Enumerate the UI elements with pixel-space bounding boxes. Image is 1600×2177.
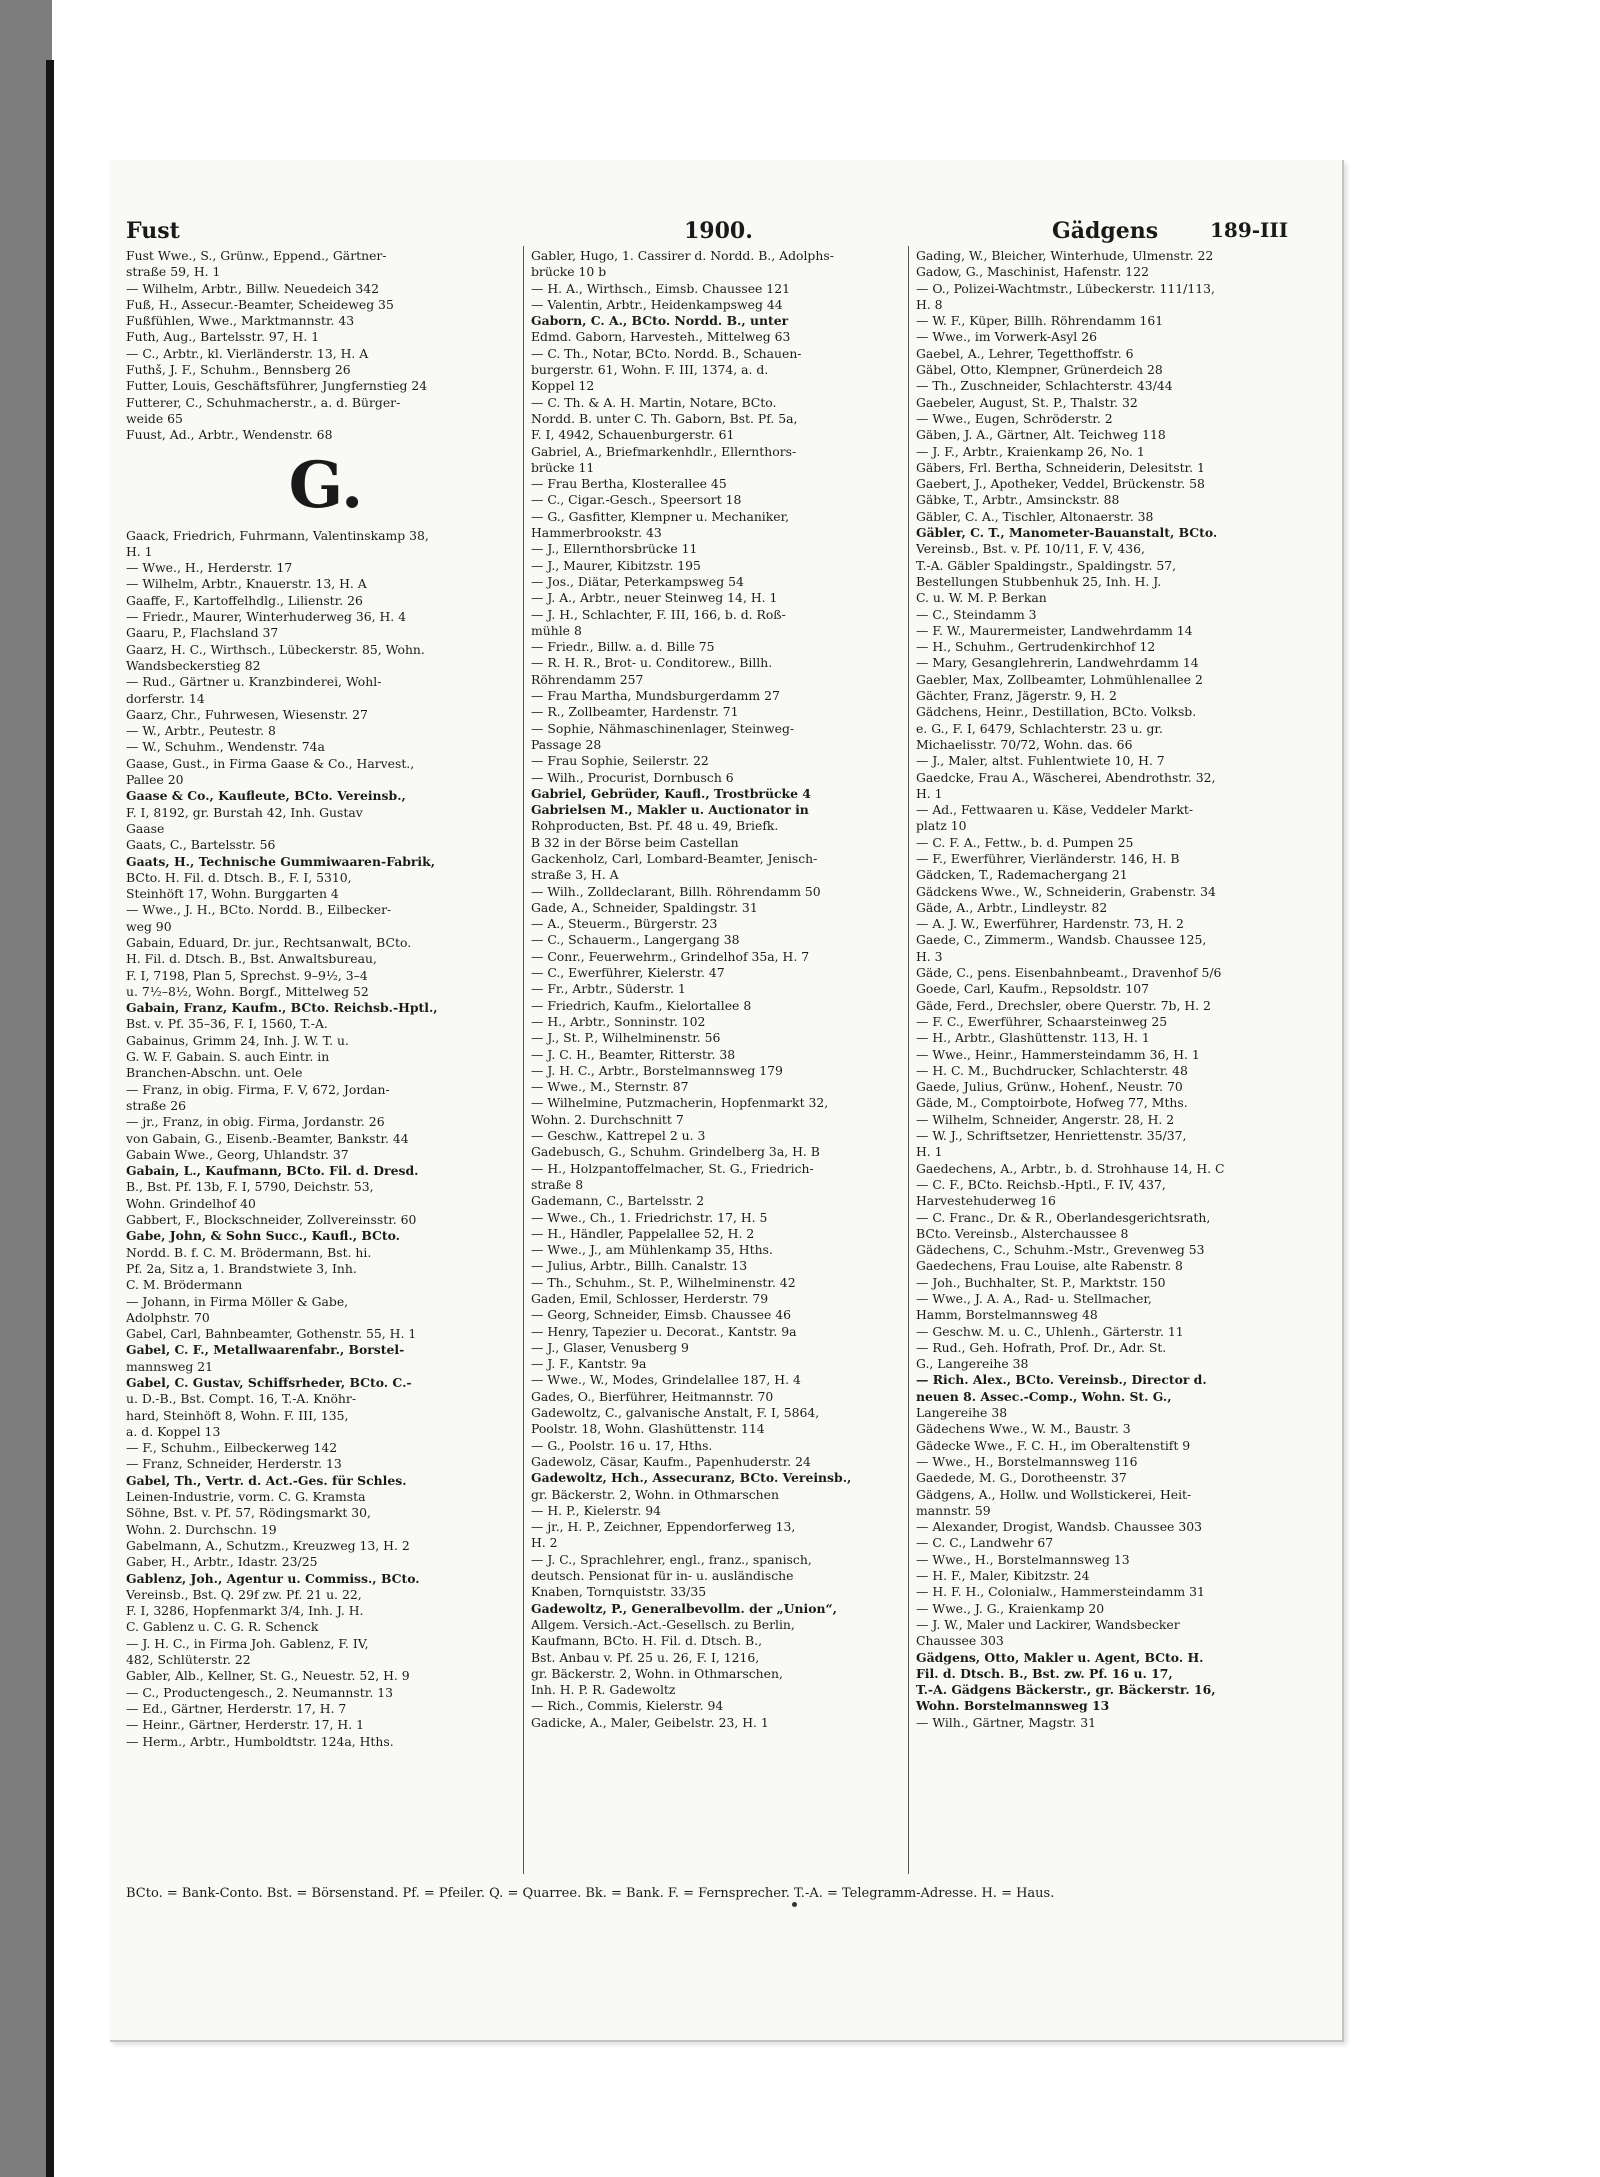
directory-entry-line: — Wwe., J., am Mühlenkamp 35, Hths. [531, 1242, 773, 1258]
directory-entry-line: Gaase & Co., Kaufleute, BCto. Vereinsb., [126, 788, 406, 804]
directory-entry-line: — Friedrich, Kaufm., Kielortallee 8 [531, 997, 752, 1013]
directory-entry-line: Nordd. B. f. C. M. Brödermann, Bst. hi. [126, 1244, 372, 1260]
directory-entry-line: — Wilhelm, Arbtr., Billw. Neuedeich 342 [126, 280, 380, 296]
directory-entry-line: — H. F. H., Colonialw., Hammersteindamm 31 [916, 1584, 1205, 1600]
directory-entry-line: Pf. 2a, Sitz a, 1. Brandstwiete 3, Inh. [126, 1260, 357, 1276]
directory-entry-line: G. W. F. Gabain. S. auch Eintr. in [126, 1049, 330, 1065]
directory-entry-line: Gäbel, Otto, Klempner, Grünerdeich 28 [916, 362, 1163, 378]
directory-entry-line: — Wwe., J. A. A., Rad- u. Stellmacher, [916, 1291, 1152, 1306]
directory-entry-line: — Wwe., H., Borstelmannsweg 13 [916, 1551, 1130, 1567]
directory-entry-line: — H., Arbtr., Glashüttenstr. 113, H. 1 [916, 1030, 1150, 1046]
directory-entry-line: Fust Wwe., S., Grünw., Eppend., Gärtner- [126, 248, 387, 263]
directory-entry-line: Adolphstr. 70 [126, 1309, 210, 1325]
directory-entry-line: — Jos., Diätar, Peterkampsweg 54 [531, 573, 744, 589]
directory-entry-line: Wohn. Grindelhof 40 [126, 1195, 256, 1211]
directory-entry-line: Leinen-Industrie, vorm. C. G. Kramsta [126, 1489, 366, 1505]
directory-entry-line: Allgem. Versich.-Act.-Gesellsch. zu Berlin, [531, 1616, 795, 1632]
directory-entry-line: Michaelisstr. 70/72, Wohn. das. 66 [916, 736, 1133, 752]
directory-entry-line: Gäbke, T., Arbtr., Amsinckstr. 88 [916, 492, 1120, 508]
directory-entry-line: — Rud., Geh. Hofrath, Prof. Dr., Adr. St. [916, 1339, 1167, 1355]
directory-entry-line: e. G., F. I, 6479, Schlachterstr. 23 u. gr. [916, 720, 1163, 736]
directory-entry-line: — C. C., Landwehr 67 [916, 1535, 1054, 1551]
directory-entry-line: Gaebert, J., Apotheker, Veddel, Brückenstr. 58 [916, 476, 1205, 492]
directory-entry-line: — Wwe., M., Sternstr. 87 [531, 1079, 689, 1095]
directory-entry-line: Gädecke Wwe., F. C. H., im Oberaltenstift 9 [916, 1437, 1191, 1453]
directory-entry-line: Gaats, H., Technische Gummiwaaren-Fabrik, [126, 853, 436, 869]
directory-entry-line: — J. H. C., in Firma Joh. Gablenz, F. IV, [126, 1635, 369, 1651]
directory-entry-line: — C. Th., Notar, BCto. Nordd. B., Schauen- [531, 345, 802, 361]
directory-entry-line: Gäbler, C. T., Manometer-Bauanstalt, BCto. [916, 525, 1218, 541]
directory-entry-line: Gabler, Hugo, 1. Cassirer d. Nordd. B., Adolphs- [531, 248, 834, 263]
directory-entry-line: Hamm, Borstelmannsweg 48 [916, 1307, 1098, 1323]
directory-entry-line: — Rich. Alex., BCto. Vereinsb., Director d. [916, 1372, 1207, 1388]
directory-entry-line: mannstr. 59 [916, 1502, 991, 1518]
directory-entry-line: Passage 28 [531, 736, 602, 752]
print-dot [792, 1902, 797, 1907]
directory-entry-line: deutsch. Pensionat für in- u. ausländische [531, 1568, 794, 1584]
directory-entry-line: straße 3, H. A [531, 867, 619, 883]
directory-entry-line: gr. Bäckerstr. 2, Wohn. in Othmarschen [531, 1486, 779, 1502]
column-1-entries-top [126, 248, 518, 444]
directory-entry-line: — H. F., Maler, Kibitzstr. 24 [916, 1568, 1090, 1584]
directory-entry-line: — H., Holzpantoffelmacher, St. G., Friedrich- [531, 1160, 814, 1176]
directory-entry-line: — Wilhelm, Schneider, Angerstr. 28, H. 2 [916, 1111, 1175, 1127]
directory-entry-line: — J. C. H., Beamter, Ritterstr. 38 [531, 1046, 736, 1062]
directory-entry-line: — Alexander, Drogist, Wandsb. Chaussee 303 [916, 1519, 1202, 1535]
section-letter: G. [288, 447, 364, 523]
directory-entry-line: — C. Th. & A. H. Martin, Notare, BCto. [531, 394, 777, 410]
directory-entry-line: — H., Arbtr., Sonninstr. 102 [531, 1013, 706, 1029]
header-right-keyword: Gädgens [1052, 218, 1159, 244]
directory-entry-line: — H. P., Kielerstr. 94 [531, 1502, 661, 1518]
directory-entry-line: BCto. H. Fil. d. Dtsch. B., F. I, 5310, [126, 869, 352, 885]
directory-entry-line: T.-A. Gädgens Bäckerstr., gr. Bäckerstr. 16, [916, 1682, 1216, 1698]
directory-entry-line: — F. W., Maurermeister, Landwehrdamm 14 [916, 622, 1193, 638]
directory-entry-line: burgerstr. 61, Wohn. F. III, 1374, a. d. [531, 362, 769, 378]
directory-entry-line: Inh. H. P. R. Gadewoltz [531, 1682, 676, 1698]
directory-entry-line: Gädechens, C., Schuhm.-Mstr., Grevenweg 53 [916, 1242, 1205, 1258]
directory-entry-line: — Wilhelm, Arbtr., Knauerstr. 13, H. A [126, 576, 367, 592]
directory-entry-line: — J., Maurer, Kibitzstr. 195 [531, 557, 701, 573]
directory-entry-line: — C. Franc., Dr. & R., Oberlandesgerichtsrath, [916, 1209, 1211, 1225]
directory-entry-line: C. M. Brödermann [126, 1277, 243, 1293]
directory-entry-line: C. Gablenz u. C. G. R. Schenck [126, 1619, 319, 1635]
directory-entry-line: Pallee 20 [126, 772, 184, 788]
directory-entry-line: Gädgens, A., Hollw. und Wollstickerei, Heit- [916, 1486, 1192, 1502]
directory-entry-line: — Fr., Arbtr., Süderstr. 1 [531, 981, 686, 997]
directory-entry-line: Gädckens Wwe., W., Schneiderin, Grabenstr. 34 [916, 883, 1216, 899]
directory-entry-line: — W. F., Küper, Billh. Röhrendamm 161 [916, 313, 1164, 329]
directory-entry-line: Gaebeler, August, St. P., Thalstr. 32 [916, 394, 1138, 410]
directory-entry-line: Fußfühlen, Wwe., Marktmannstr. 43 [126, 313, 355, 329]
directory-entry-line: Gaebler, Max, Zollbeamter, Lohmühlenallee 2 [916, 671, 1203, 687]
directory-entry-line: Gabel, C. Gustav, Schiffsrheder, BCto. C.- [126, 1375, 412, 1390]
directory-entry-line: Gaber, H., Arbtr., Idastr. 23/25 [126, 1554, 318, 1570]
header-left-keyword: Fust [126, 218, 180, 244]
directory-entry-line: — F., Ewerführer, Vierländerstr. 146, H. B [916, 850, 1180, 866]
directory-entry-line: — H. A., Wirthsch., Eimsb. Chaussee 121 [531, 280, 790, 296]
directory-entry-line: Gaarz, Chr., Fuhrwesen, Wiesenstr. 27 [126, 706, 368, 722]
directory-entry-line: brücke 10 b [531, 264, 607, 280]
directory-entry-line: Futh, Aug., Bartelsstr. 97, H. 1 [126, 329, 320, 345]
directory-entry-line: — Geschw., Kattrepel 2 u. 3 [531, 1128, 706, 1144]
directory-entry-line: weg 90 [126, 918, 172, 934]
directory-entry-line: — W. J., Schriftsetzer, Henriettenstr. 35/37, [916, 1128, 1187, 1144]
directory-entry-line: — J., Ellernthorsbrücke 11 [531, 541, 698, 557]
directory-entry-line: — J. H., Schlachter, F. III, 166, b. d. Roß- [531, 606, 786, 622]
directory-entry-line: Gabel, C. F., Metallwaarenfabr., Borstel- [126, 1342, 405, 1358]
column-1 [126, 248, 518, 1750]
directory-entry-line: C. u. W. M. P. Berkan [916, 590, 1047, 606]
directory-entry-line: BCto. Vereinsb., Alsterchaussee 8 [916, 1225, 1129, 1241]
directory-entry-line: — C., Cigar.-Gesch., Speersort 18 [531, 492, 742, 508]
book-binding-edge [46, 60, 54, 2177]
directory-entry-line: — J. A., Arbtr., neuer Steinweg 14, H. 1 [531, 590, 778, 606]
directory-entry-line: — Wwe., J. G., Kraienkamp 20 [916, 1600, 1105, 1616]
directory-entry-line: Gaebel, A., Lehrer, Tegetthoffstr. 6 [916, 345, 1134, 361]
directory-entry-line: Fuust, Ad., Arbtr., Wendenstr. 68 [126, 427, 333, 443]
directory-entry-line: Gabain, Eduard, Dr. jur., Rechtsanwalt, BCto. [126, 934, 412, 950]
directory-entry-line: Vereinsb., Bst. v. Pf. 10/11, F. V, 436, [916, 541, 1145, 557]
directory-entry-line: Gaaru, P., Flachsland 37 [126, 625, 279, 641]
directory-entry-line: — C., Arbtr., kl. Vierländerstr. 13, H. A [126, 345, 369, 361]
directory-entry-line: — jr., Franz, in obig. Firma, Jordanstr. 26 [126, 1114, 385, 1130]
directory-entry-line: Wandsbeckerstieg 82 [126, 657, 261, 673]
directory-entry-line: Wohn. 2. Durchschn. 19 [126, 1521, 277, 1537]
directory-entry-line: Gäde, C., pens. Eisenbahnbeamt., Dravenhof 5/6 [916, 965, 1222, 981]
directory-entry-line: — Rud., Gärtner u. Kranzbinderei, Wohl- [126, 674, 382, 690]
directory-entry-line: B., Bst. Pf. 13b, F. I, 5790, Deichstr. 53, [126, 1179, 374, 1195]
directory-entry-line: — Wilh., Gärtner, Magstr. 31 [916, 1714, 1097, 1730]
directory-entry-line: Gadicke, A., Maler, Geibelstr. 23, H. 1 [531, 1714, 769, 1730]
column-3-entries [916, 248, 1308, 1731]
directory-entry-line: H. Fil. d. Dtsch. B., Bst. Anwaltsbureau, [126, 951, 377, 967]
directory-entry-line: — H., Schuhm., Gertrudenkirchhof 12 [916, 639, 1156, 655]
header-year: 1900. [684, 218, 753, 244]
directory-entry-line: Gaede, C., Zimmerm., Wandsb. Chaussee 125, [916, 932, 1207, 948]
directory-entry-line: H. 3 [916, 948, 943, 964]
directory-entry-line: Gabain, L., Kaufmann, BCto. Fil. d. Dresd. [126, 1163, 419, 1179]
directory-entry-line: mannsweg 21 [126, 1358, 214, 1374]
directory-entry-line: 482, Schlüterstr. 22 [126, 1652, 251, 1668]
directory-entry-line: von Gabain, G., Eisenb.-Beamter, Bankstr. 44 [126, 1130, 409, 1146]
directory-entry-line: — Mary, Gesanglehrerin, Landwehrdamm 14 [916, 655, 1199, 671]
directory-entry-line: Futterer, C., Schuhmacherstr., a. d. Bürger- [126, 394, 401, 410]
directory-entry-line: — H., Händler, Pappelallee 52, H. 2 [531, 1225, 755, 1241]
directory-entry-line: u. D.-B., Bst. Compt. 16, T.-A. Knöhr- [126, 1391, 357, 1407]
directory-entry-line: Bestellungen Stubbenhuk 25, Inh. H. J. [916, 573, 1162, 589]
directory-entry-line: — Wwe., J. H., BCto. Nordd. B., Eilbecker- [126, 902, 392, 918]
directory-entry-line: — Wilh., Procurist, Dornbusch 6 [531, 769, 734, 785]
column-divider-1 [523, 246, 524, 1874]
directory-entry-line: Bst. v. Pf. 35–36, F. I, 1560, T.-A. [126, 1016, 328, 1032]
directory-entry-line: — jr., H. P., Zeichner, Eppendorferweg 13, [531, 1519, 796, 1535]
directory-entry-line: Gaase, Gust., in Firma Gaase & Co., Harvest., [126, 755, 415, 771]
directory-entry-line: Steinhöft 17, Wohn. Burggarten 4 [126, 886, 339, 902]
directory-entry-line: — Wilh., Zolldeclarant, Billh. Röhrendamm 50 [531, 883, 821, 899]
directory-entry-line: — J., Glaser, Venusberg 9 [531, 1339, 689, 1355]
directory-entry-line: Gäde, M., Comptoirbote, Hofweg 77, Mths. [916, 1095, 1188, 1111]
directory-entry-line: Gächter, Franz, Jägerstr. 9, H. 2 [916, 688, 1117, 704]
directory-entry-line: — C., Schauerm., Langergang 38 [531, 932, 740, 948]
directory-entry-line: Langereihe 38 [916, 1405, 1008, 1421]
directory-entry-line: Harvestehuderweg 16 [916, 1193, 1056, 1209]
column-2-entries [531, 248, 923, 1731]
directory-entry-line: Gabelmann, A., Schutzm., Kreuzweg 13, H. 2 [126, 1537, 410, 1553]
directory-entry-line: — G., Gasfitter, Klempner u. Mechaniker, [531, 508, 790, 524]
directory-entry-line: Gabel, Th., Vertr. d. Act.-Ges. für Schles. [126, 1472, 407, 1488]
directory-entry-line: — J. F., Kantstr. 9a [531, 1356, 647, 1372]
directory-entry-line: Vereinsb., Bst. Q. 29f zw. Pf. 21 u. 22, [126, 1586, 362, 1602]
directory-entry-line: H. 1 [916, 785, 943, 801]
directory-entry-line: — Joh., Buchhalter, St. P., Marktstr. 150 [916, 1274, 1166, 1290]
directory-entry-line: T.-A. Gäbler Spaldingstr., Spaldingstr. 57, [916, 557, 1177, 573]
directory-entry-line: Gadebusch, G., Schuhm. Grindelberg 3a, H. B [531, 1144, 820, 1160]
directory-entry-line: Gaack, Friedrich, Fuhrmann, Valentinskamp 38, [126, 527, 429, 543]
scan-gutter [0, 0, 52, 2177]
directory-entry-line: Futhš, J. F., Schuhm., Bennsberg 26 [126, 362, 351, 378]
directory-entry-line: Gabriel, A., Briefmarkenhdlr., Ellernthors- [531, 443, 797, 459]
directory-entry-line: mühle 8 [531, 622, 582, 638]
directory-entry-line: — F., Schuhm., Eilbeckerweg 142 [126, 1440, 338, 1456]
directory-entry-line: — Rich., Commis, Kielerstr. 94 [531, 1698, 724, 1714]
directory-entry-line: — C. F., BCto. Reichsb.-Hptl., F. IV, 437, [916, 1176, 1166, 1192]
directory-entry-line: — Th., Zuschneider, Schlachterstr. 43/44 [916, 378, 1173, 394]
directory-entry-line: brücke 11 [531, 459, 595, 475]
directory-entry-line: a. d. Koppel 13 [126, 1423, 221, 1439]
directory-entry-line: — Ed., Gärtner, Herderstr. 17, H. 7 [126, 1700, 347, 1716]
directory-entry-line: Röhrendamm 257 [531, 671, 644, 687]
directory-entry-line: — Franz, Schneider, Herderstr. 13 [126, 1456, 342, 1472]
directory-entry-line: — C. F. A., Fettw., b. d. Pumpen 25 [916, 834, 1134, 850]
directory-entry-line: — G., Poolstr. 16 u. 17, Hths. [531, 1437, 713, 1453]
directory-entry-line: gr. Bäckerstr. 2, Wohn. in Othmarschen, [531, 1665, 783, 1681]
directory-entry-line: platz 10 [916, 818, 967, 834]
directory-entry-line: — Henry, Tapezier u. Decorat., Kantstr. 9a [531, 1323, 797, 1339]
directory-entry-line: Gädgens, Otto, Makler u. Agent, BCto. H. [916, 1649, 1204, 1665]
directory-entry-line: F. I, 4942, Schauenburgerstr. 61 [531, 427, 735, 443]
directory-entry-line: — Wwe., Heinr., Hammersteindamm 36, H. 1 [916, 1046, 1200, 1062]
directory-entry-line: Gademann, C., Bartelsstr. 2 [531, 1193, 705, 1209]
directory-entry-line: Gabainus, Grimm 24, Inh. J. W. T. u. [126, 1032, 349, 1048]
directory-entry-line: — F. C., Ewerführer, Schaarsteinweg 25 [916, 1013, 1168, 1029]
directory-entry-line: H. 1 [916, 1144, 943, 1160]
directory-entry-line: Gabe, John, & Sohn Succ., Kaufl., BCto. [126, 1228, 400, 1244]
directory-entry-line: Gaase [126, 820, 165, 836]
directory-entry-line: — R. H. R., Brot- u. Conditorew., Billh. [531, 655, 773, 671]
directory-entry-line: Gaborn, C. A., BCto. Nordd. B., unter [531, 313, 789, 329]
directory-entry-line: Koppel 12 [531, 378, 595, 394]
directory-entry-line: Gabrielsen M., Makler u. Auctionator in [531, 802, 809, 818]
directory-entry-line: Gaedcke, Frau A., Wäscherei, Abendrothstr. 32, [916, 769, 1216, 785]
directory-entry-line: F. I, 3286, Hopfenmarkt 3/4, Inh. J. H. [126, 1603, 364, 1619]
directory-entry-line: Gabain Wwe., Georg, Uhlandstr. 37 [126, 1146, 349, 1162]
directory-entry-line: — Georg, Schneider, Eimsb. Chaussee 46 [531, 1307, 791, 1323]
directory-entry-line: — Frau Bertha, Klosterallee 45 [531, 476, 727, 492]
directory-entry-line: Gaedechens, A., Arbtr., b. d. Strohhause 14, H. C [916, 1160, 1225, 1176]
directory-entry-line: — C., Productengesch., 2. Neumannstr. 13 [126, 1684, 393, 1700]
directory-entry-line: — Geschw. M. u. C., Uhlenh., Gärterstr. 11 [916, 1323, 1184, 1339]
directory-entry-line: Edmd. Gaborn, Harvesteh., Mittelweg 63 [531, 329, 791, 345]
directory-entry-line: — W., Schuhm., Wendenstr. 74a [126, 739, 325, 755]
directory-entry-line: Gäbler, C. A., Tischler, Altonaerstr. 38 [916, 508, 1154, 524]
directory-entry-line: Gaats, C., Bartelsstr. 56 [126, 837, 276, 853]
directory-entry-line: — J., Maler, altst. Fuhlentwiete 10, H. 7 [916, 753, 1165, 769]
directory-entry-line: straße 8 [531, 1176, 584, 1192]
directory-entry-line: — Sophie, Nähmaschinenlager, Steinweg- [531, 720, 795, 736]
directory-entry-line: u. 7½–8½, Wohn. Borgf., Mittelweg 52 [126, 983, 369, 999]
directory-entry-line: Gädechens Wwe., W. M., Baustr. 3 [916, 1421, 1131, 1437]
directory-entry-line: weide 65 [126, 410, 183, 426]
directory-entry-line: Chaussee 303 [916, 1633, 1004, 1649]
directory-entry-line: — Julius, Arbtr., Billh. Canalstr. 13 [531, 1258, 748, 1274]
directory-entry-line: Gadow, G., Maschinist, Hafenstr. 122 [916, 264, 1149, 280]
directory-entry-line: — J. W., Maler und Lackirer, Wandsbecker [916, 1616, 1180, 1632]
directory-entry-line: Gäbers, Frl. Bertha, Schneiderin, Delesitstr. 1 [916, 459, 1205, 475]
directory-entry-line: Gading, W., Bleicher, Winterhude, Ulmenstr. 22 [916, 248, 1214, 263]
directory-entry-line: — J. C., Sprachlehrer, engl., franz., spanisch, [531, 1551, 812, 1567]
directory-entry-line: Gaede, Julius, Grünw., Hohenf., Neustr. 70 [916, 1079, 1183, 1095]
directory-entry-line: Futter, Louis, Geschäftsführer, Jungfernstieg 24 [126, 378, 428, 394]
directory-entry-line: Nordd. B. unter C. Th. Gaborn, Bst. Pf. 5a, [531, 410, 798, 426]
directory-entry-line: — Franz, in obig. Firma, F. V, 672, Jordan- [126, 1081, 390, 1097]
directory-entry-line: — Wwe., Eugen, Schröderstr. 2 [916, 410, 1113, 426]
column-3 [916, 248, 1308, 1731]
directory-entry-line: Gackenholz, Carl, Lombard-Beamter, Jenisch- [531, 850, 818, 866]
directory-entry-line: — Wwe., W., Modes, Grindelallee 187, H. 4 [531, 1372, 801, 1388]
directory-entry-line: — Frau Martha, Mundsburgerdamm 27 [531, 688, 780, 704]
directory-entry-line: — A., Steuerm., Bürgerstr. 23 [531, 916, 718, 932]
column-2 [531, 248, 923, 1731]
directory-entry-line: G., Langereihe 38 [916, 1356, 1029, 1372]
directory-entry-line: Gade, A., Schneider, Spaldingstr. 31 [531, 899, 758, 915]
directory-entry-line: Bst. Anbau v. Pf. 25 u. 26, F. I, 1216, [531, 1649, 760, 1665]
directory-entry-line: Fuß, H., Assecur.-Beamter, Scheideweg 35 [126, 296, 394, 312]
directory-entry-line: — Frau Sophie, Seilerstr. 22 [531, 753, 709, 769]
directory-entry-line: H. 1 [126, 543, 153, 559]
directory-entry-line: hard, Steinhöft 8, Wohn. F. III, 135, [126, 1407, 349, 1423]
directory-entry-line: Gadewolz, Cäsar, Kaufm., Papenhuderstr. 24 [531, 1453, 811, 1469]
directory-entry-line: Hammerbrookstr. 43 [531, 525, 662, 541]
directory-entry-line: Gadewoltz, Hch., Assecuranz, BCto. Vereinsb., [531, 1470, 852, 1486]
directory-entry-line: Gabriel, Gebrüder, Kaufl., Trostbrücke 4 [531, 785, 811, 801]
directory-entry-line: Gäben, J. A., Gärtner, Alt. Teichweg 118 [916, 427, 1166, 443]
directory-entry-line: Gadewoltz, C., galvanische Anstalt, F. I, 5864, [531, 1405, 820, 1421]
directory-entry-line: — J. F., Arbtr., Kraienkamp 26, No. 1 [916, 443, 1145, 459]
directory-entry-line: — Friedr., Maurer, Winterhuderweg 36, H. 4 [126, 609, 407, 625]
directory-entry-line: — Johann, in Firma Möller & Gabe, [126, 1293, 349, 1309]
column-1-entries-bottom [126, 528, 518, 1750]
abbreviation-legend: BCto. = Bank-Conto. Bst. = Börsenstand. Pf. = Pfeiler. Q. = Quarree. Bk. = Bank. F. = Fernsprecher. T.-A. = Telegramm-Adresse. H. = Haus. [126, 1886, 1055, 1901]
directory-entry-line: Söhne, Bst. v. Pf. 57, Rödingsmarkt 30, [126, 1505, 371, 1521]
directory-entry-line: straße 26 [126, 1097, 186, 1113]
directory-entry-line: — Conr., Feuerwehrm., Grindelhof 35a, H. 7 [531, 948, 810, 964]
directory-entry-line: straße 59, H. 1 [126, 264, 221, 280]
directory-entry-line: Knaben, Tornquiststr. 33/35 [531, 1584, 707, 1600]
directory-entry-line: H. 2 [531, 1535, 558, 1551]
directory-entry-line: Gabel, Carl, Bahnbeamter, Gothenstr. 55, H. 1 [126, 1326, 417, 1342]
directory-entry-line: Wohn. Borstelmannsweg 13 [916, 1698, 1110, 1714]
directory-entry-line: Gädchens, Heinr., Destillation, BCto. Volksb. [916, 704, 1197, 720]
directory-entry-line: H. 8 [916, 296, 943, 312]
directory-entry-line: — O., Polizei-Wachtmstr., Lübeckerstr. 111/113, [916, 280, 1215, 296]
directory-entry-line: — Heinr., Gärtner, Herderstr. 17, H. 1 [126, 1717, 364, 1733]
directory-entry-line: — C., Steindamm 3 [916, 606, 1037, 622]
directory-entry-line: Fil. d. Dtsch. B., Bst. zw. Pf. 16 u. 17, [916, 1665, 1173, 1681]
directory-entry-line: Gabain, Franz, Kaufm., BCto. Reichsb.-Hptl., [126, 1000, 438, 1016]
directory-entry-line: Wohn. 2. Durchschnitt 7 [531, 1111, 684, 1127]
directory-entry-line: Branchen-Abschn. unt. Oele [126, 1065, 303, 1081]
directory-entry-line: — H. C. M., Buchdrucker, Schlachterstr. 48 [916, 1062, 1188, 1078]
directory-entry-line: — J. H. C., Arbtr., Borstelmannsweg 179 [531, 1062, 783, 1078]
directory-entry-line: F. I, 8192, gr. Burstah 42, Inh. Gustav [126, 804, 363, 820]
header-page-number: 189-III [1210, 218, 1289, 242]
directory-entry-line: Gaarz, H. C., Wirthsch., Lübeckerstr. 85, Wohn. [126, 641, 425, 657]
directory-entry-line: Kaufmann, BCto. H. Fil. d. Dtsch. B., [531, 1633, 763, 1649]
directory-entry-line: dorferstr. 14 [126, 690, 205, 706]
directory-entry-line: — Th., Schuhm., St. P., Wilhelminenstr. 42 [531, 1274, 796, 1290]
directory-entry-line: — Wwe., Ch., 1. Friedrichstr. 17, H. 5 [531, 1209, 768, 1225]
directory-entry-line: Rohproducten, Bst. Pf. 48 u. 49, Briefk. [531, 818, 779, 834]
directory-entry-line: — Wwe., im Vorwerk-Asyl 26 [916, 329, 1097, 345]
directory-entry-line: Gaedechens, Frau Louise, alte Rabenstr. 8 [916, 1258, 1183, 1274]
directory-entry-line: B 32 in der Börse beim Castellan [531, 834, 739, 850]
directory-entry-line: Gäde, Ferd., Drechsler, obere Querstr. 7b, H. 2 [916, 997, 1211, 1013]
directory-entry-line: Goede, Carl, Kaufm., Repsoldstr. 107 [916, 981, 1149, 997]
directory-entry-line: Gadewoltz, P., Generalbevollm. der „Union“, [531, 1600, 837, 1616]
directory-entry-line: — W., Arbtr., Peutestr. 8 [126, 723, 276, 739]
directory-entry-line: Gablenz, Joh., Agentur u. Commiss., BCto. [126, 1570, 420, 1586]
directory-entry-line: Gabler, Alb., Kellner, St. G., Neuestr. 52, H. 9 [126, 1668, 410, 1684]
directory-entry-line: Gaaffe, F., Kartoffelhdlg., Lilienstr. 26 [126, 592, 363, 608]
directory-entry-line: Poolstr. 18, Wohn. Glashüttenstr. 114 [531, 1421, 765, 1437]
directory-entry-line: — C., Ewerführer, Kielerstr. 47 [531, 965, 725, 981]
directory-entry-line: Gaedede, M. G., Dorotheenstr. 37 [916, 1470, 1127, 1486]
directory-entry-line: Gades, O., Bierführer, Heitmannstr. 70 [531, 1388, 774, 1404]
directory-entry-line: — Ad., Fettwaaren u. Käse, Veddeler Markt- [916, 802, 1194, 818]
directory-entry-line: Gabbert, F., Blockschneider, Zollvereinsstr. 60 [126, 1212, 417, 1228]
directory-entry-line: — Herm., Arbtr., Humboldtstr. 124a, Hths. [126, 1733, 394, 1749]
directory-entry-line: neuen 8. Assec.-Comp., Wohn. St. G., [916, 1388, 1172, 1404]
directory-entry-line: — J., St. P., Wilhelminenstr. 56 [531, 1030, 721, 1046]
directory-entry-line: — Wwe., H., Borstelmannsweg 116 [916, 1453, 1138, 1469]
directory-entry-line: Gaden, Emil, Schlosser, Herderstr. 79 [531, 1291, 769, 1306]
directory-entry-line: — Friedr., Billw. a. d. Bille 75 [531, 639, 715, 655]
directory-entry-line: — Valentin, Arbtr., Heidenkampsweg 44 [531, 296, 783, 312]
directory-entry-line: — Wilhelmine, Putzmacherin, Hopfenmarkt 32, [531, 1095, 829, 1111]
directory-entry-line: — Wwe., H., Herderstr. 17 [126, 560, 293, 576]
directory-entry-line: Gädcken, T., Rademachergang 21 [916, 867, 1128, 883]
directory-entry-line: Gäde, A., Arbtr., Lindleystr. 82 [916, 899, 1108, 915]
directory-entry-line: — R., Zollbeamter, Hardenstr. 71 [531, 704, 739, 720]
directory-entry-line: F. I, 7198, Plan 5, Sprechst. 9–9½, 3–4 [126, 967, 368, 983]
directory-entry-line: — A. J. W., Ewerführer, Hardenstr. 73, H. 2 [916, 916, 1184, 932]
